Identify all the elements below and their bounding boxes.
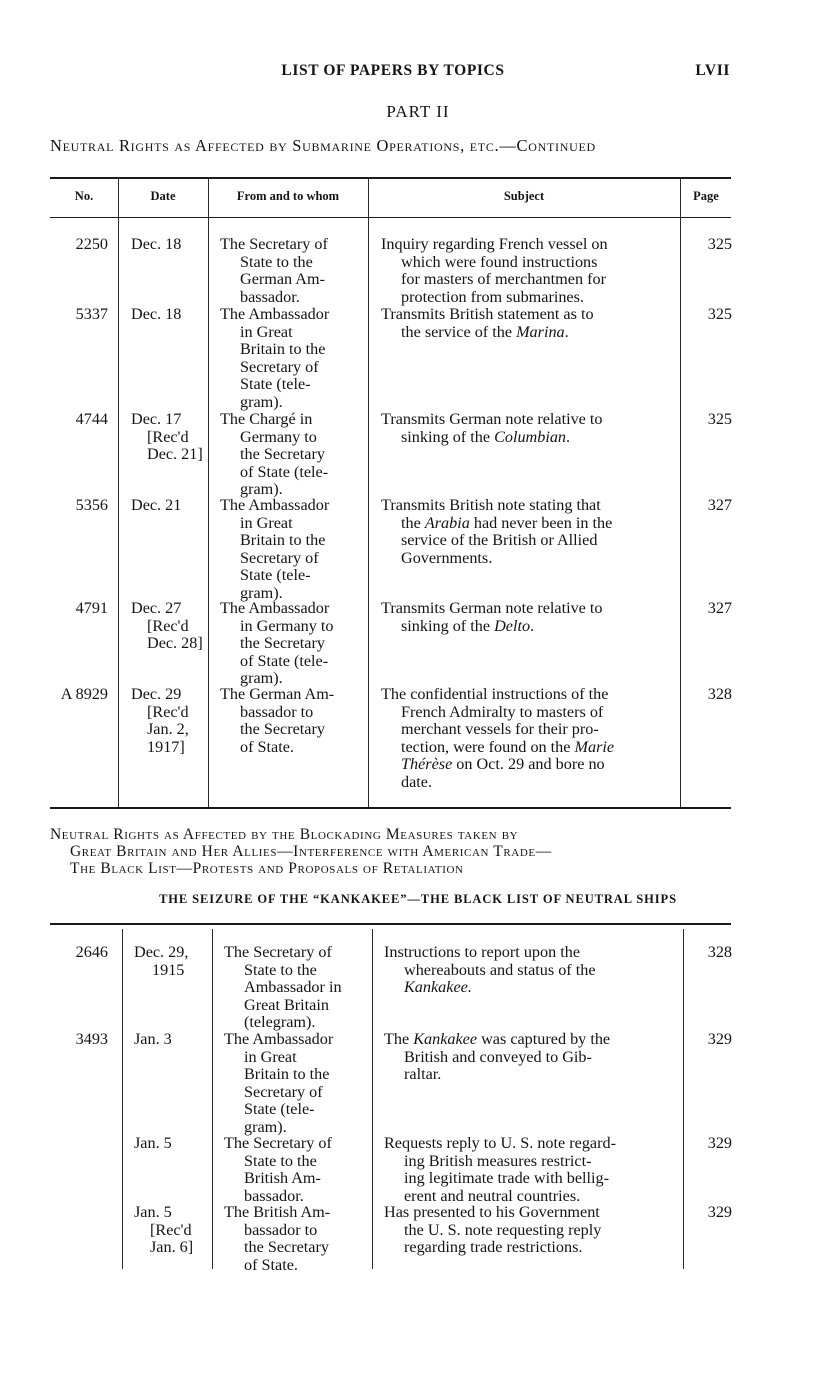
date-line: Dec. 17 [131, 410, 182, 428]
subject-line: Inquiry regarding French vessel on [381, 235, 608, 253]
from-line: Britain to the [240, 340, 326, 358]
table1-bottom-rule [50, 807, 731, 809]
from-line: the Secretary [244, 1238, 329, 1256]
page-ref: 325 [707, 235, 732, 253]
doc-number: 2646 [75, 943, 108, 961]
subject-line: erent and neutral countries. [404, 1186, 581, 1205]
from-line: Secretary of [244, 1082, 323, 1101]
subject-line: which were found instructions [401, 252, 598, 271]
subject-cell [381, 411, 677, 446]
subject-line: ing British measures restrict- [404, 1151, 592, 1170]
page-ref: 325 [707, 305, 732, 323]
doc-number: 4791 [75, 599, 108, 617]
from-line: The Ambassador [220, 496, 330, 514]
subject-cell [384, 944, 680, 997]
subject-line: whereabouts and status of the [404, 960, 596, 979]
from-line: State (tele- [240, 566, 311, 584]
date-line: 1915 [152, 960, 185, 979]
from-line: German Am- [240, 270, 325, 288]
from-line: The Secretary of [224, 1134, 332, 1152]
date-line: Dec. 27 [131, 599, 182, 617]
subject-line: Kankakee. [404, 978, 472, 996]
from-line: The British Am- [224, 1203, 331, 1221]
subject-line: for masters of merchantmen for [401, 270, 606, 288]
from-line: of State (tele- [240, 462, 329, 481]
from-line: British Am- [244, 1169, 321, 1187]
date-cell [131, 411, 219, 464]
table1-top-rule [50, 177, 731, 179]
date-cell [131, 306, 219, 324]
subject-line: the service of the Marina. [401, 322, 569, 341]
subject-line: Governments. [401, 548, 493, 567]
from-line: gram). [240, 669, 283, 687]
section2-topic-line: Great Britain and Her Allies—Interference with American Trade— [70, 843, 552, 860]
from-line: in Great [244, 1047, 297, 1066]
from-line: in Great [240, 322, 293, 341]
date-line: Dec. 18 [131, 235, 182, 253]
doc-number: 5356 [75, 496, 108, 514]
from-line: The Chargé in [220, 410, 313, 428]
from-line: Secretary of [240, 548, 319, 567]
page-ref: 327 [707, 496, 732, 514]
subject-line: The Kankakee was captured by the [384, 1030, 611, 1048]
from-line: Germany to [240, 427, 317, 446]
subject-cell [384, 1031, 680, 1084]
date-line: 1917] [147, 737, 185, 756]
from-line: Great Britain [244, 995, 329, 1014]
doc-number: A 8929 [60, 685, 108, 703]
page-ref: 329 [707, 1203, 732, 1221]
page-ref: 329 [707, 1030, 732, 1048]
table1-header-rule [50, 217, 731, 218]
date-cell [134, 1031, 222, 1049]
table2-col-divider [122, 929, 123, 1269]
subject-line: Requests reply to U. S. note regard- [384, 1134, 616, 1152]
col-header-from: From and to whom [236, 189, 340, 203]
subject-line: the Arabia had never been in the [401, 513, 613, 532]
from-line: gram). [240, 583, 283, 602]
date-line: Jan. 3 [134, 1030, 172, 1048]
from-line: The Ambassador [224, 1030, 334, 1048]
page-ref: 327 [707, 599, 732, 617]
date-cell [134, 1204, 222, 1257]
subject-cell [381, 600, 677, 635]
section2-topic-line: Neutral Rights as Affected by the Blockading Measures taken by [50, 826, 519, 843]
date-line: Dec. 29, [134, 943, 189, 961]
from-line: gram). [240, 480, 283, 498]
from-line: Ambassador in [244, 978, 342, 996]
from-line: bassador to [240, 702, 314, 721]
from-line: State to the [240, 252, 313, 271]
from-line: the Secretary [240, 720, 325, 738]
subject-line: regarding trade restrictions. [404, 1238, 583, 1256]
table2-top-rule [50, 923, 731, 925]
date-cell [131, 497, 219, 515]
subject-line: The confidential instructions of the [381, 685, 609, 703]
from-line: State (tele- [240, 375, 311, 393]
doc-number: 2250 [75, 235, 108, 253]
date-cell [134, 944, 222, 979]
subject-cell [381, 686, 677, 791]
subject-cell [381, 306, 677, 341]
subject-line: Has presented to his Government [384, 1203, 600, 1221]
date-cell [131, 686, 219, 756]
from-line: bassador. [244, 1186, 304, 1205]
from-line: bassador to [244, 1220, 318, 1239]
col-header-subject: Subject [503, 189, 545, 203]
subject-line: Transmits German note relative to [381, 410, 603, 428]
subject-line: British and conveyed to Gib- [404, 1047, 592, 1066]
col-header-page: Page [693, 189, 719, 203]
subject-cell [381, 497, 677, 567]
from-line: in Great [240, 513, 293, 532]
subject-line: ing legitimate trade with bellig- [404, 1169, 609, 1187]
from-line: The Ambassador [220, 599, 330, 617]
page-ref: 329 [707, 1134, 732, 1152]
from-line: the Secretary [240, 634, 325, 652]
subject-line: French Admiralty to masters of [401, 702, 604, 721]
date-line: [Rec'd [147, 427, 189, 446]
from-line: Secretary of [240, 357, 319, 376]
from-line: State (tele- [244, 1100, 315, 1118]
doc-number: 3493 [75, 1030, 108, 1048]
date-line: Dec. 18 [131, 305, 182, 323]
date-cell [134, 1135, 222, 1153]
date-cell [131, 600, 219, 653]
subject-line: sinking of the Columbian. [401, 427, 571, 446]
date-line: [Rec'd [147, 702, 189, 721]
from-line: of State. [240, 737, 294, 756]
doc-number: 5337 [75, 305, 108, 323]
from-line: Britain to the [244, 1065, 330, 1083]
page-ref: 328 [707, 685, 732, 703]
subject-line: the U. S. note requesting reply [404, 1220, 602, 1239]
subject-cell [384, 1135, 680, 1205]
running-title: LIST OF PAPERS BY TOPICS [281, 62, 505, 79]
section2-topic [50, 826, 736, 877]
from-line: The Ambassador [220, 305, 330, 323]
date-line: Jan. 5 [134, 1203, 172, 1221]
subject-line: tection, were found on the Marie [401, 737, 615, 756]
subject-line: Transmits British statement as to [381, 305, 594, 323]
date-line: Dec. 28] [147, 634, 203, 652]
from-line: in Germany to [240, 616, 334, 635]
subject-cell [384, 1204, 680, 1257]
from-line: (telegram). [244, 1013, 316, 1031]
page-number: LVII [695, 62, 730, 79]
subject-line: Transmits German note relative to [381, 599, 603, 617]
date-line: Dec. 21] [147, 445, 203, 463]
date-line: Dec. 21 [131, 496, 182, 514]
section1-topic: Neutral Rights as Affected by Submarine Operations, etc.—Continued [50, 136, 596, 155]
table1-col-divider [118, 177, 119, 807]
from-line: bassador. [240, 287, 300, 306]
from-line: of State. [244, 1255, 298, 1274]
subject-line: sinking of the Delto. [401, 616, 535, 635]
date-line: [Rec'd [147, 616, 189, 635]
from-line: of State (tele- [240, 651, 329, 670]
subject-line: Transmits British note stating that [381, 496, 601, 514]
date-line: Jan. 6] [150, 1238, 194, 1256]
part-heading: PART II [386, 102, 450, 121]
from-line: gram). [244, 1117, 287, 1136]
doc-number: 4744 [75, 410, 108, 428]
subject-line: Thérèse on Oct. 29 and bore no [401, 755, 605, 773]
col-header-date: Date [150, 189, 176, 203]
subject-line: date. [401, 772, 433, 791]
date-line: [Rec'd [150, 1220, 192, 1239]
from-line: the Secretary [240, 445, 325, 463]
date-line: Jan. 2, [147, 720, 189, 738]
from-line: The Secretary of [224, 943, 332, 961]
subject-line: protection from submarines. [401, 287, 584, 306]
subject-cell [381, 236, 677, 306]
from-line: State to the [244, 1151, 317, 1170]
from-line: The German Am- [220, 685, 335, 703]
date-line: Dec. 29 [131, 685, 182, 703]
from-line: Britain to the [240, 531, 326, 549]
running-head [50, 62, 736, 84]
from-line: The Secretary of [220, 235, 328, 253]
from-line: State to the [244, 960, 317, 979]
page-ref: 328 [707, 943, 732, 961]
subject-line: merchant vessels for their pro- [401, 720, 599, 738]
from-line: gram). [240, 392, 283, 411]
subject-line: service of the British or Allied [401, 531, 598, 549]
page-ref: 325 [707, 410, 732, 428]
date-line: Jan. 5 [134, 1134, 172, 1152]
date-cell [131, 236, 219, 254]
subject-line: raltar. [404, 1065, 442, 1083]
table1-col-divider [680, 177, 681, 807]
section2-subtopic: THE SEIZURE OF THE “KANKAKEE”—THE BLACK LIST OF NEUTRAL SHIPS [159, 892, 677, 906]
col-header-no: No. [74, 189, 94, 203]
subject-line: Instructions to report upon the [384, 943, 581, 961]
section2-topic-line: The Black List—Protests and Proposals of Retaliation [70, 860, 464, 877]
